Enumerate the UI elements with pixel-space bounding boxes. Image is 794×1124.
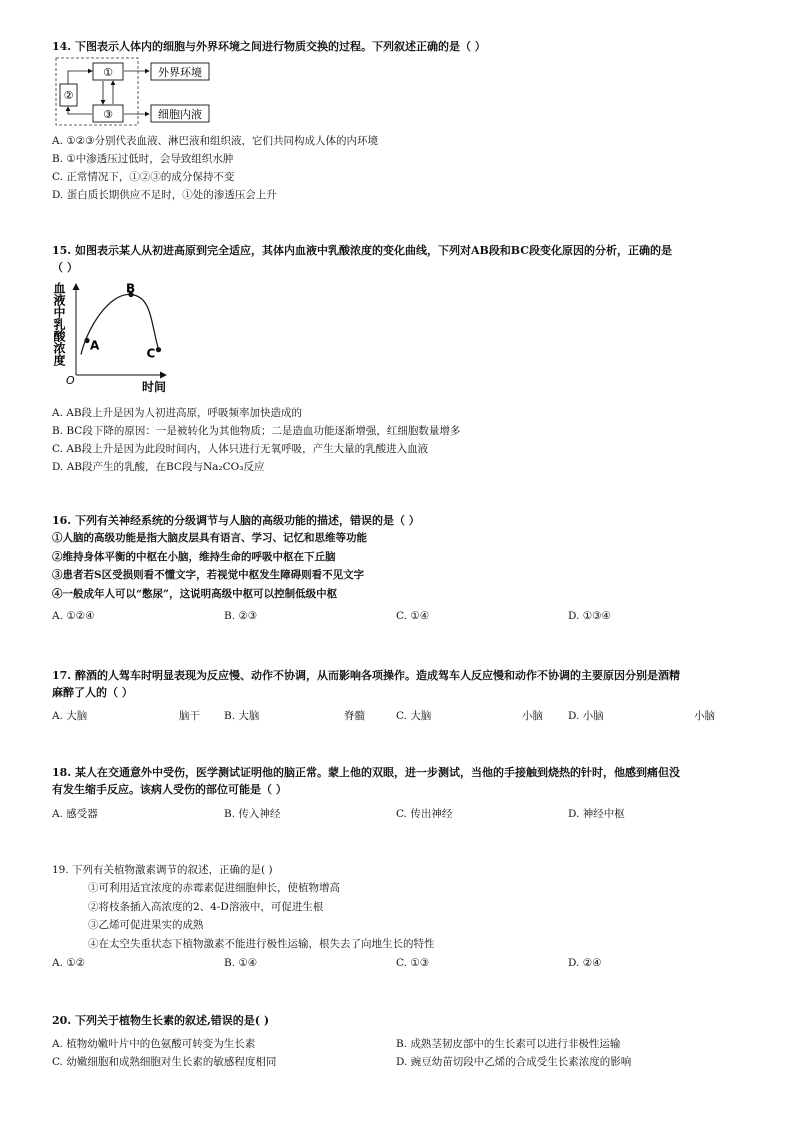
chart-point-c xyxy=(156,347,161,352)
chart-y-axis-label: 血液中乳酸浓度 xyxy=(52,282,66,366)
question-18-option-b[interactable]: B. 传入神经 xyxy=(224,808,281,820)
question-17-option-b[interactable]: B. 大脑 xyxy=(224,710,260,722)
chart-point-label-c: C xyxy=(146,346,156,361)
question-14-option-c[interactable]: C. 正常情况下，①②③的成分保持不变 xyxy=(52,171,235,183)
question-20-option-a[interactable]: A. 植物幼嫩叶片中的色氨酸可转变为生长素 xyxy=(52,1038,256,1050)
chart-x-axis-label: 时间 xyxy=(142,380,167,394)
diagram-cell-label: 细胞内液 xyxy=(158,108,202,121)
question-19-statement-3: ③乙烯可促进果实的成熟 xyxy=(88,919,204,931)
lactic-acid-chart xyxy=(52,280,172,395)
question-20-stem: 20. 下列关于植物生长素的叙述,错误的是( ) xyxy=(52,1014,270,1027)
question-20-option-d[interactable]: D. 豌豆幼苗切段中乙烯的合成受生长素浓度的影响 xyxy=(396,1056,632,1068)
question-16-statement-4: ④一般成年人可以“憋尿”，这说明高级中枢可以控制低级中枢 xyxy=(52,587,338,600)
question-15-option-c[interactable]: C. AB段上升是因为此段时间内，人体只进行无氧呼吸，产生大量的乳酸进入血液 xyxy=(52,443,429,455)
question-15 xyxy=(52,242,752,276)
question-18-option-a[interactable]: A. 感受器 xyxy=(52,808,98,820)
question-14-option-a[interactable]: A. ①②③分别代表血液、淋巴液和组织液，它们共同构成人体的内环境 xyxy=(52,135,378,147)
question-17-option-a-second: 脑干 xyxy=(179,710,200,722)
question-17-options xyxy=(52,708,752,726)
question-19-statement-1: ①可利用适宜浓度的赤霉素促进细胞伸长，使植物增高 xyxy=(88,882,340,894)
question-19 xyxy=(52,861,752,953)
question-17-option-d[interactable]: D. 小脑 xyxy=(568,710,604,722)
question-16 xyxy=(52,512,752,603)
diagram-box-3-label: ③ xyxy=(103,108,113,121)
question-14-stem: 14. 下图表示人体内的细胞与外界环境之间进行物质交换的过程。下列叙述正确的是（ ） xyxy=(52,40,486,53)
question-17-option-d-second: 小脑 xyxy=(694,710,715,722)
question-17-stem-line1: 17. 醉酒的人驾车时明显表现为反应慢、动作不协调，从而影响各项操作。造成驾车人反应慢和动作不协调的主要原因分别是酒精 xyxy=(52,669,680,682)
question-20-option-c[interactable]: C. 幼嫩细胞和成熟细胞对生长素的敏感程度相同 xyxy=(52,1056,277,1068)
question-18-stem-line2: 有发生缩手反应。该病人受伤的部位可能是（ ） xyxy=(52,783,287,796)
question-18-option-d[interactable]: D. 神经中枢 xyxy=(568,808,625,820)
question-15-option-a[interactable]: A. AB段上升是因为人初进高原，呼吸频率加快造成的 xyxy=(52,407,303,419)
question-14-option-d[interactable]: D. 蛋白质长期供应不足时，①处的渗透压会上升 xyxy=(52,189,277,201)
question-15-stem-line1: 15. 如图表示某人从初进高原到完全适应，其体内血液中乳酸浓度的变化曲线，下列对AB段和BC段变化原因的分析，正确的是 xyxy=(52,244,673,257)
chart-point-label-a: A xyxy=(90,338,100,353)
question-16-options xyxy=(52,610,752,628)
chart-point-a xyxy=(84,338,89,343)
question-18-option-c[interactable]: C. 传出神经 xyxy=(396,808,453,820)
diagram-box-2-label: ② xyxy=(63,89,74,102)
question-18-stem-line1: 18. 某人在交通意外中受伤，医学测试证明他的脑正常。蒙上他的双眼，进一步测试，当他的手接触到烧热的针时，他感到痛但没 xyxy=(52,766,680,779)
question-19-statement-2: ②将枝条插入高浓度的2、4-D溶液中，可促进生根 xyxy=(88,900,324,913)
question-20-option-b[interactable]: B. 成熟茎韧皮部中的生长素可以进行非极性运输 xyxy=(396,1038,621,1050)
chart-origin-label: O xyxy=(66,374,75,387)
question-15-options xyxy=(52,404,752,476)
chart-point-label-b: B xyxy=(126,281,136,296)
question-19-stem: 19. 下列有关植物激素调节的叙述，正确的是( ) xyxy=(52,864,273,876)
question-18 xyxy=(52,764,752,798)
question-17-stem-line2: 麻醉了人的（ ） xyxy=(52,686,133,699)
question-17-option-c[interactable]: C. 大脑 xyxy=(396,710,432,722)
diagram-box-1-label: ① xyxy=(103,66,113,79)
question-17-option-c-second: 小脑 xyxy=(522,710,543,722)
question-14-option-b[interactable]: B. ①中渗透压过低时，会导致组织水肿 xyxy=(52,153,234,165)
question-14 xyxy=(52,38,752,55)
question-16-option-d[interactable]: D. ①③④ xyxy=(568,610,611,622)
question-17-option-a[interactable]: A. 大脑 xyxy=(52,710,88,722)
question-20 xyxy=(52,1012,752,1029)
question-19-statement-4: ④在太空失重状态下植物激素不能进行极性运输，根失去了向地生长的特性 xyxy=(88,937,435,950)
question-19-option-b[interactable]: B. ①④ xyxy=(224,957,258,969)
question-16-statement-3: ③患者若S区受损则看不懂文字，若视觉中枢发生障碍则看不见文字 xyxy=(52,569,365,581)
question-19-option-c[interactable]: C. ①③ xyxy=(396,957,430,969)
question-15-option-d[interactable]: D. AB段产生的乳酸，在BC段与Na₂CO₃反应 xyxy=(52,461,265,473)
body-fluid-diagram xyxy=(55,57,225,127)
question-16-statement-2: ②维持身体平衡的中枢在小脑，维持生命的呼吸中枢在下丘脑 xyxy=(52,550,336,563)
question-14-options xyxy=(52,132,752,204)
diagram-outside-label: 外界环境 xyxy=(158,66,202,79)
question-17-option-b-second: 脊髓 xyxy=(344,710,365,722)
question-19-option-a[interactable]: A. ①② xyxy=(52,957,86,969)
question-16-option-c[interactable]: C. ①④ xyxy=(396,610,430,622)
question-19-option-d[interactable]: D. ②④ xyxy=(568,957,602,969)
question-15-stem-line2: （ ） xyxy=(52,261,78,274)
question-16-option-a[interactable]: A. ①②④ xyxy=(52,610,95,622)
question-20-options xyxy=(52,1036,752,1072)
question-16-option-b[interactable]: B. ②③ xyxy=(224,610,258,622)
question-16-stem: 16. 下列有关神经系统的分级调节与人脑的高级功能的描述，错误的是（ ） xyxy=(52,514,420,527)
question-18-options xyxy=(52,806,752,824)
question-15-option-b[interactable]: B. BC段下降的原因：一是被转化为其他物质；二是造血功能逐渐增强，红细胞数量增多 xyxy=(52,425,461,437)
question-19-options xyxy=(52,957,752,975)
question-16-statement-1: ①人脑的高级功能是指大脑皮层具有语言、学习、记忆和思维等功能 xyxy=(52,532,367,544)
question-17 xyxy=(52,667,752,701)
